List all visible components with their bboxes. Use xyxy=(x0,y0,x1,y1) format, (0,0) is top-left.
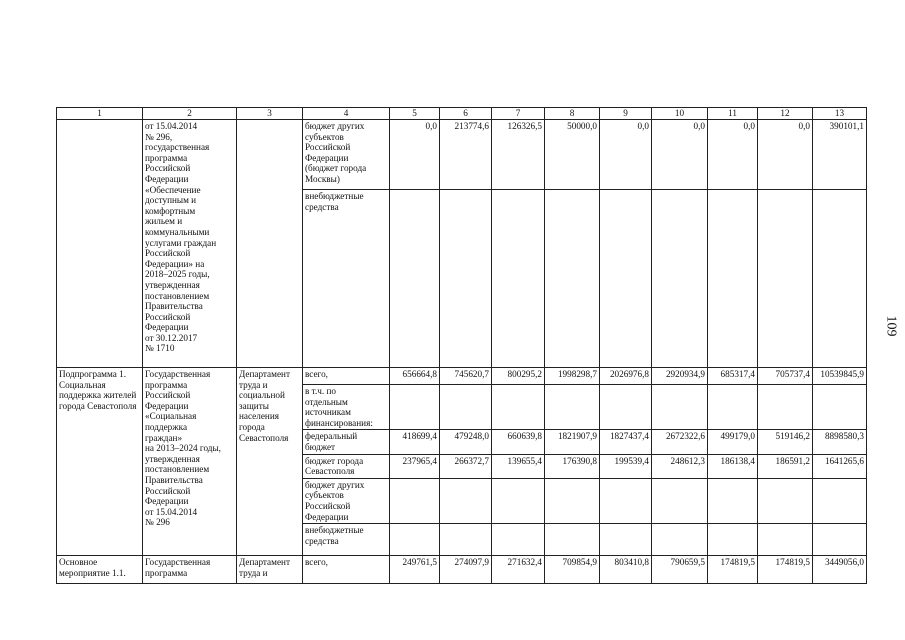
value-cell: 3449056,0 xyxy=(813,556,867,584)
value-cell: 8898580,3 xyxy=(813,430,867,454)
value-cell: 248612,3 xyxy=(652,454,708,478)
value-cell xyxy=(440,478,492,523)
value-cell: 213774,6 xyxy=(440,120,492,190)
header-cell: 3 xyxy=(237,108,303,120)
value-cell: 271632,4 xyxy=(492,556,545,584)
value-cell xyxy=(390,478,440,523)
value-cell: 479248,0 xyxy=(440,430,492,454)
page-number: 109 xyxy=(883,315,899,337)
value-cell: 0,0 xyxy=(600,120,652,190)
funding-source-label: федеральный бюджет xyxy=(303,430,390,454)
funding-source-label: всего, xyxy=(303,368,390,385)
value-cell: 186591,2 xyxy=(758,454,813,478)
value-cell xyxy=(545,478,600,523)
budget-table xyxy=(56,107,867,584)
value-cell xyxy=(652,190,708,368)
value-cell: 1821907,9 xyxy=(545,430,600,454)
value-cell xyxy=(758,478,813,523)
value-cell: 1641265,6 xyxy=(813,454,867,478)
value-cell xyxy=(440,385,492,430)
value-cell: 745620,7 xyxy=(440,368,492,385)
funding-source-label: внебюджетные средства xyxy=(303,190,390,368)
value-cell xyxy=(545,385,600,430)
table-row xyxy=(57,556,867,584)
program-basis-cell: Государственная программа Российской Федерации «Социальная поддержка граждан» на 2013–2024 годы, утвержденная постановлением Правительства Российской Федерации от 15.04.2014 № 296 xyxy=(143,368,237,556)
funding-source-label: в т.ч. по отдельным источникам финансирования: xyxy=(303,385,390,430)
header-cell: 8 xyxy=(545,108,600,120)
value-cell: 174819,5 xyxy=(758,556,813,584)
value-cell xyxy=(390,190,440,368)
value-cell xyxy=(652,385,708,430)
value-cell xyxy=(708,478,758,523)
value-cell xyxy=(390,524,440,556)
program-basis-cell: Государственная программа xyxy=(143,556,237,584)
header-cell: 12 xyxy=(758,108,813,120)
value-cell xyxy=(652,524,708,556)
value-cell: 0,0 xyxy=(390,120,440,190)
value-cell xyxy=(813,524,867,556)
program-basis-cell: от 15.04.2014 № 296, государственная программа Российской Федерации «Обеспечение доступным и комфортным жильем и коммунальными услугами граждан Российской Федерации» на 2018–2025 годы, утвержденная постановлением Правительства Российской Федерации от 30.12.2017 № 1710 xyxy=(143,120,237,368)
value-cell xyxy=(708,190,758,368)
value-cell xyxy=(813,478,867,523)
header-cell: 13 xyxy=(813,108,867,120)
value-cell: 656664,8 xyxy=(390,368,440,385)
value-cell: 1827437,4 xyxy=(600,430,652,454)
funding-source-label: бюджет других субъектов Российской Федерации xyxy=(303,478,390,523)
value-cell: 800295,2 xyxy=(492,368,545,385)
funding-source-label: бюджет других субъектов Российской Федерации (бюджет города Москвы) xyxy=(303,120,390,190)
value-cell: 2920934,9 xyxy=(652,368,708,385)
header-cell: 2 xyxy=(143,108,237,120)
value-cell xyxy=(758,385,813,430)
value-cell: 174819,5 xyxy=(708,556,758,584)
value-cell xyxy=(492,190,545,368)
subprogram-name-cell: Подпрограмма 1. Социальная поддержка жителей города Севастополя xyxy=(57,368,143,556)
funding-source-label: бюджет города Севастополя xyxy=(303,454,390,478)
header-cell: 6 xyxy=(440,108,492,120)
value-cell: 1998298,7 xyxy=(545,368,600,385)
executor-cell: Департамент труда и xyxy=(237,556,303,584)
value-cell xyxy=(652,478,708,523)
value-cell: 249761,5 xyxy=(390,556,440,584)
value-cell xyxy=(492,385,545,430)
value-cell xyxy=(708,524,758,556)
funding-source-label: всего, xyxy=(303,556,390,584)
header-cell: 11 xyxy=(708,108,758,120)
header-row xyxy=(57,108,867,120)
funding-source-label: внебюджетные средства xyxy=(303,524,390,556)
value-cell xyxy=(708,385,758,430)
value-cell: 139655,4 xyxy=(492,454,545,478)
value-cell: 266372,7 xyxy=(440,454,492,478)
value-cell: 126326,5 xyxy=(492,120,545,190)
value-cell: 0,0 xyxy=(758,120,813,190)
value-cell xyxy=(600,478,652,523)
value-cell: 0,0 xyxy=(652,120,708,190)
activity-name-cell: Основное мероприятие 1.1. xyxy=(57,556,143,584)
value-cell: 50000,0 xyxy=(545,120,600,190)
value-cell xyxy=(440,190,492,368)
value-cell xyxy=(758,190,813,368)
program-name-cell xyxy=(57,120,143,368)
value-cell: 685317,4 xyxy=(708,368,758,385)
value-cell: 2026976,8 xyxy=(600,368,652,385)
value-cell: 499179,0 xyxy=(708,430,758,454)
value-cell xyxy=(492,524,545,556)
header-cell: 4 xyxy=(303,108,390,120)
value-cell: 418699,4 xyxy=(390,430,440,454)
value-cell xyxy=(390,385,440,430)
value-cell: 709854,9 xyxy=(545,556,600,584)
value-cell: 199539,4 xyxy=(600,454,652,478)
table-row xyxy=(57,368,867,385)
value-cell xyxy=(758,524,813,556)
value-cell xyxy=(600,524,652,556)
value-cell xyxy=(440,524,492,556)
executor-cell xyxy=(237,120,303,368)
header-cell: 5 xyxy=(390,108,440,120)
value-cell: 186138,4 xyxy=(708,454,758,478)
value-cell: 274097,9 xyxy=(440,556,492,584)
value-cell xyxy=(813,190,867,368)
value-cell: 705737,4 xyxy=(758,368,813,385)
value-cell: 519146,2 xyxy=(758,430,813,454)
value-cell: 237965,4 xyxy=(390,454,440,478)
value-cell xyxy=(492,478,545,523)
executor-cell: Департамент труда и социальной защиты населения города Севастополя xyxy=(237,368,303,556)
value-cell: 2672322,6 xyxy=(652,430,708,454)
value-cell: 790659,5 xyxy=(652,556,708,584)
header-cell: 10 xyxy=(652,108,708,120)
header-cell: 7 xyxy=(492,108,545,120)
value-cell xyxy=(600,190,652,368)
value-cell: 0,0 xyxy=(708,120,758,190)
value-cell: 10539845,9 xyxy=(813,368,867,385)
value-cell: 660639,8 xyxy=(492,430,545,454)
value-cell: 390101,1 xyxy=(813,120,867,190)
value-cell xyxy=(813,385,867,430)
header-cell: 1 xyxy=(57,108,143,120)
header-cell: 9 xyxy=(600,108,652,120)
value-cell xyxy=(545,524,600,556)
value-cell: 176390,8 xyxy=(545,454,600,478)
value-cell xyxy=(600,385,652,430)
value-cell xyxy=(545,190,600,368)
table-row xyxy=(57,120,867,190)
value-cell: 803410,8 xyxy=(600,556,652,584)
